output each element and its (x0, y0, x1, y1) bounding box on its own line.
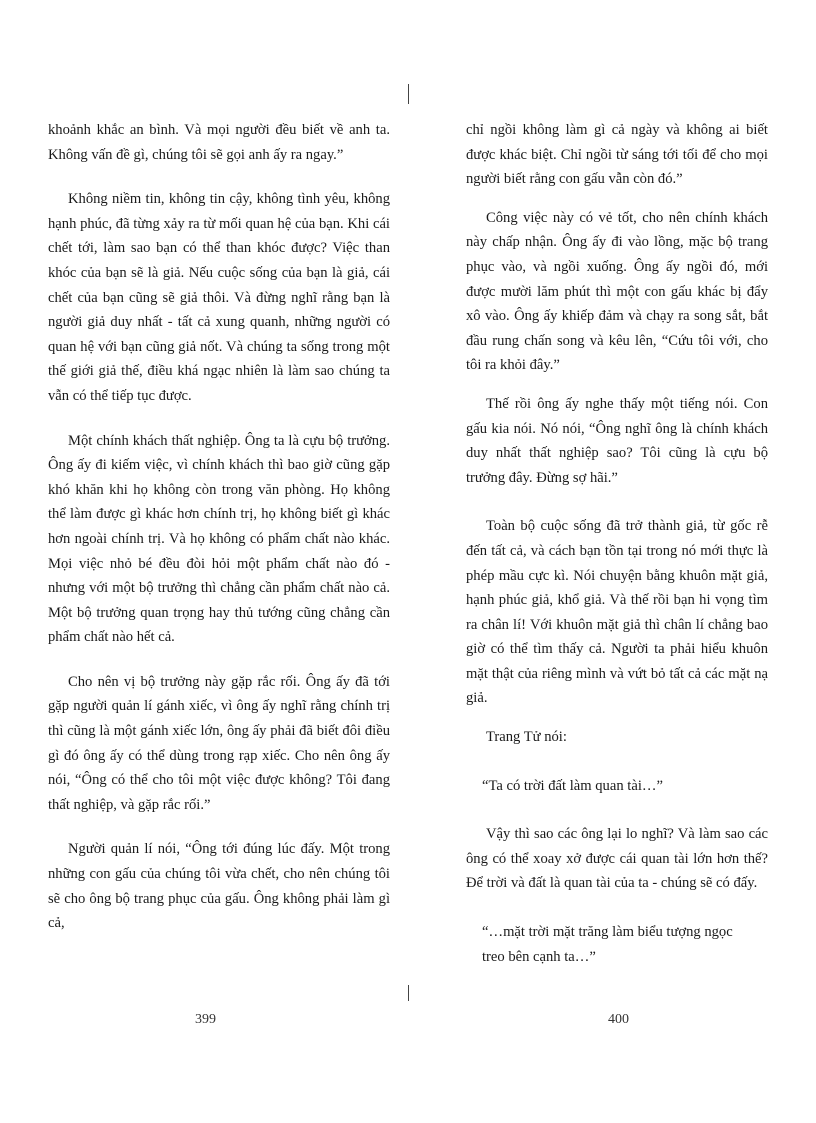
spine-divider-bottom (408, 985, 409, 1001)
right-page-body (466, 118, 768, 969)
verse-line-1: “…mặt trời mặt trăng làm biểu tượng ngọc (482, 924, 733, 941)
right-paragraph-5: Trang Tử nói: (486, 729, 567, 746)
left-paragraph-5: Người quản lí nói, “Ông tới đúng lúc đấy. Một trong những con gấu của chúng tôi vừa chết, cho nên chúng tôi sẽ cho ông bộ trang phục của gấu. Ông không phải làm gì cả, (48, 841, 390, 932)
right-paragraph-6: Vậy thì sao các ông lại lo nghĩ? Và làm sao các ông có thể xoay xở được cái quan tài lớn hơn thế? Để trời và đất là quan tài của ta - chúng sẽ có đấy. (466, 826, 768, 892)
left-paragraph-1: khoảnh khắc an bình. Và mọi người đều biết về anh ta. Không vấn đề gì, chúng tôi sẽ gọi anh ấy ra ngay.” (48, 122, 390, 163)
left-page-body (48, 118, 390, 936)
right-verse (466, 920, 768, 969)
page-number-left: 399 (195, 1012, 216, 1027)
right-paragraph-3: Thế rồi ông ấy nghe thấy một tiếng nói. Con gấu kia nói. Nó nói, “Ông nghĩ ông là chính khách duy nhất thất nghiệp sao? Tôi cũng là cựu bộ trưởng đây. Đừng sợ hãi.” (466, 395, 768, 486)
right-quote: “Ta có trời đất làm quan tài…” (482, 777, 663, 794)
verse-line-2: treo bên cạnh ta…” (482, 948, 596, 965)
right-paragraph-2: Công việc này có vẻ tốt, cho nên chính khách này chấp nhận. Ông ấy đi vào lồng, mặc bộ trang phục vào, và ngồi xuống. Ông ấy ngồi đó, mới được mười lăm phút thì một con gấu khác bị đẩy xô vào. Ông ấy khiếp đảm và chạy ra song sắt, bắt đầu rung chấn song và kêu lên, “Cứu tôi với, cho tôi ra khỏi đây.” (466, 209, 768, 374)
left-paragraph-2: Không niềm tin, không tin cậy, không tình yêu, không hạnh phúc, đã từng xảy ra từ mối quan hệ của bạn. Khi cái chết tới, làm sao bạn có thể than khóc được? Việc than khóc của bạn sẽ là giả. Nếu cuộc sống của bạn là giả, cái chết của bạn cũng sẽ giả thôi. Và đừng nghĩ rằng bạn là người giả duy nhất - tất cả xung quanh, những người có quan hệ với bạn cũng giả nốt. Và chúng ta sống trong một thế giới giả thế, điều khá ngạc nhiên là làm sao chúng ta vẫn có thể tiếp tục được. (48, 191, 390, 404)
right-paragraph-4: Toàn bộ cuộc sống đã trở thành giả, từ gốc rễ đến tất cả, và cách bạn tồn tại trong nó mới thực là phép mầu cực kì. Nói chuyện bằng khuôn mặt giả, hạnh phúc giả, khổ giả. Và thế rồi bạn hi vọng tìm ra chân lí! Với khuôn mặt giả thì chân lí chẳng bao giờ có thể tìm thấy cả. Người ta phải hiểu khuôn mặt thật của riêng mình và vứt bỏ tất cả các mặt nạ giả. (466, 518, 768, 707)
left-paragraph-4: Cho nên vị bộ trưởng này gặp rắc rối. Ông ấy đã tới gặp người quản lí gánh xiếc, vì ông ấy nghĩ rằng chính trị thì cũng là một gánh xiếc lớn, ông ấy phải đã biết đôi điều gì đó ông ấy có thể dùng trong rạp xiếc. Cho nên ông ấy nói, “Ông có thể cho tôi một việc được không? Tôi đang thất nghiệp, và gặp rắc rối.” (48, 673, 390, 813)
left-paragraph-3: Một chính khách thất nghiệp. Ông ta là cựu bộ trưởng. Ông ấy đi kiếm việc, vì chính khách thì bao giờ cũng gặp khó khăn khi họ không còn trong văn phòng. Họ không thể làm được gì khác hơn chính trị, họ không biết gì khác hơn ngoài chính trị. Và họ không có phẩm chất nào khác. Mọi việc nhỏ bé đều đòi hỏi một phẩm chất nào đó - nhưng với một bộ trưởng thì chẳng cần phẩm chất nào cả. Một bộ trưởng quan trọng hay thủ tướng cũng chẳng cần phẩm chất nào hết cả. (48, 432, 390, 646)
right-paragraph-1: chỉ ngồi không làm gì cả ngày và không ai biết được khác biệt. Chỉ ngồi từ sáng tới tối để cho mọi người biết rằng con gấu vẫn còn đó.” (466, 122, 768, 188)
spine-divider-top (408, 84, 409, 104)
page-number-right: 400 (608, 1012, 629, 1027)
